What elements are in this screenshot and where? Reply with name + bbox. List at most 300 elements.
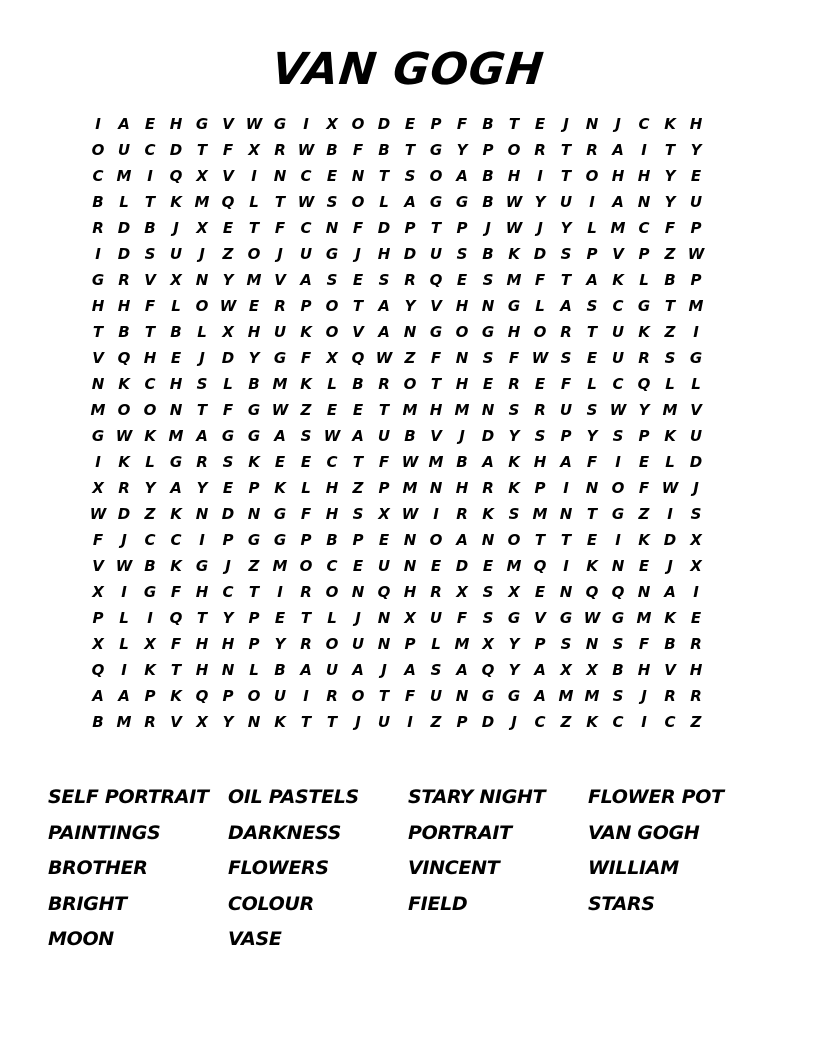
grid-letter: G [91,427,105,445]
grid-letter: X [456,583,468,601]
grid-letter: Y [274,635,286,653]
grid-letter: E [326,167,338,185]
word-list-item: BRIGHT [48,892,127,915]
grid-letter: I [251,167,257,185]
grid-letter: W [323,427,341,445]
grid-letter: R [274,297,286,315]
grid-letter: G [195,115,209,133]
grid-letter: D [455,557,469,575]
grid-letter: H [637,661,651,679]
grid-letter: I [563,479,569,497]
grid-letter: L [665,375,675,393]
grid-letter: H [611,167,625,185]
grid-row [85,215,735,241]
grid-letter: L [119,193,129,211]
grid-letter: T [352,297,364,315]
grid-letter: P [456,219,468,237]
grid-letter: R [690,687,702,705]
grid-letter: S [534,427,546,445]
word-list-item: FLOWERS [228,857,329,879]
grid-letter: H [689,115,703,133]
grid-letter: P [404,635,416,653]
grid-letter: P [534,479,546,497]
grid-letter: T [430,375,442,393]
grid-letter: W [401,505,419,523]
grid-letter: B [664,271,676,289]
grid-row [85,189,735,215]
grid-row [85,683,735,709]
grid-letter: E [534,375,546,393]
grid-row [85,111,735,137]
grid-letter: E [144,115,156,133]
grid-letter: W [297,193,315,211]
grid-letter: L [197,323,207,341]
grid-letter: P [534,635,546,653]
grid-letter: U [273,323,287,341]
grid-letter: N [585,115,599,133]
grid-letter: O [325,323,339,341]
grid-letter: G [273,505,287,523]
grid-letter: X [326,115,338,133]
grid-letter: E [534,583,546,601]
grid-letter: E [352,401,364,419]
grid-letter: Y [196,479,208,497]
grid-letter: A [534,687,546,705]
grid-letter: U [429,245,443,263]
word-list-item: SELF PORTRAIT [48,786,209,808]
grid-letter: L [665,453,675,471]
grid-letter: W [661,479,679,497]
grid-letter: S [222,453,234,471]
grid-row [85,449,735,475]
grid-letter: R [638,349,650,367]
grid-letter: U [117,141,131,159]
grid-letter: T [352,453,364,471]
grid-letter: E [274,609,286,627]
grid-letter: X [586,661,598,679]
grid-letter: S [508,401,520,419]
grid-letter: X [170,271,182,289]
grid-letter: K [664,427,676,445]
grid-letter: K [170,505,182,523]
grid-letter: V [92,557,104,575]
grid-letter: D [403,245,417,263]
grid-letter: H [325,479,339,497]
grid-letter: I [407,713,413,731]
grid-letter: R [274,141,286,159]
grid-letter: L [691,375,701,393]
grid-letter: S [482,609,494,627]
grid-letter: A [560,297,572,315]
grid-letter: P [248,479,260,497]
grid-letter: B [326,531,338,549]
grid-letter: A [92,687,104,705]
grid-letter: W [245,115,263,133]
grid-letter: Q [481,661,495,679]
grid-letter: O [325,297,339,315]
grid-letter: S [482,583,494,601]
grid-letter: Y [248,349,260,367]
grid-row [85,605,735,631]
grid-letter: M [402,479,418,497]
grid-letter: H [689,661,703,679]
grid-letter: N [559,583,573,601]
grid-letter: S [690,505,702,523]
grid-letter: M [246,271,262,289]
grid-letter: S [612,635,624,653]
grid-letter: J [459,427,465,445]
grid-letter: E [690,167,702,185]
grid-row [85,267,735,293]
grid-letter: M [584,687,600,705]
grid-letter: X [482,635,494,653]
grid-letter: C [326,453,338,471]
grid-letter: K [274,479,286,497]
grid-letter: A [534,661,546,679]
grid-letter: C [222,583,234,601]
grid-letter: H [91,297,105,315]
grid-letter: P [378,479,390,497]
grid-letter: R [586,141,598,159]
grid-letter: D [481,427,495,445]
grid-letter: A [664,583,676,601]
grid-letter: Z [560,713,572,731]
grid-letter: I [615,453,621,471]
grid-letter: C [144,141,156,159]
grid-letter: K [274,713,286,731]
grid-letter: U [559,401,573,419]
grid-letter: K [508,453,520,471]
grid-letter: P [248,609,260,627]
grid-letter: J [667,557,673,575]
grid-letter: H [507,323,521,341]
grid-letter: Y [508,635,520,653]
grid-letter: K [170,557,182,575]
grid-letter: E [170,349,182,367]
grid-letter: V [690,401,702,419]
grid-letter: B [378,141,390,159]
grid-letter: U [429,609,443,627]
grid-letter: K [300,323,312,341]
grid-letter: M [272,375,288,393]
grid-letter: E [586,349,598,367]
grid-letter: U [377,713,391,731]
grid-letter: Q [429,271,443,289]
grid-letter: T [586,505,598,523]
grid-letter: N [169,401,183,419]
grid-letter: X [690,531,702,549]
grid-letter: O [533,323,547,341]
grid-letter: N [377,635,391,653]
grid-letter: S [404,167,416,185]
grid-letter: T [92,323,104,341]
grid-letter: I [147,167,153,185]
grid-letter: G [273,349,287,367]
grid-letter: K [144,427,156,445]
grid-letter: N [221,661,235,679]
grid-letter: Y [222,271,234,289]
grid-letter: R [92,219,104,237]
grid-letter: F [300,505,312,523]
grid-letter: F [404,687,416,705]
grid-letter: I [563,557,569,575]
grid-row [85,657,735,683]
grid-letter: P [222,687,234,705]
grid-letter: X [196,219,208,237]
grid-letter: H [247,323,261,341]
grid-letter: O [351,115,365,133]
grid-letter: A [196,427,208,445]
grid-letter: G [247,427,261,445]
grid-letter: O [585,167,599,185]
grid-letter: D [377,115,391,133]
grid-letter: T [248,583,260,601]
grid-letter: Y [560,219,572,237]
grid-letter: X [222,323,234,341]
grid-letter: V [222,115,234,133]
grid-letter: V [274,271,286,289]
grid-letter: C [92,167,104,185]
grid-letter: S [482,349,494,367]
grid-letter: N [403,323,417,341]
grid-letter: P [144,687,156,705]
grid-letter: M [116,167,132,185]
grid-letter: P [92,609,104,627]
grid-letter: V [664,661,676,679]
grid-letter: S [560,635,572,653]
grid-letter: T [664,141,676,159]
grid-letter: K [586,557,598,575]
grid-letter: K [612,271,624,289]
grid-letter: W [401,453,419,471]
grid-letter: F [274,219,286,237]
grid-letter: L [249,661,259,679]
grid-letter: G [429,323,443,341]
grid-letter: B [326,141,338,159]
grid-letter: S [612,687,624,705]
grid-row [85,137,735,163]
grid-letter: W [115,427,133,445]
word-list-item: VINCENT [408,857,500,879]
grid-letter: J [199,245,205,263]
grid-letter: T [664,297,676,315]
grid-letter: P [638,427,650,445]
grid-letter: U [689,427,703,445]
grid-letter: N [247,505,261,523]
grid-letter: F [222,401,234,419]
grid-letter: T [196,401,208,419]
grid-letter: M [662,401,678,419]
grid-letter: O [247,687,261,705]
grid-letter: O [351,193,365,211]
grid-letter: I [693,583,699,601]
grid-letter: X [326,349,338,367]
grid-letter: M [116,713,132,731]
grid-letter: A [118,687,130,705]
letter-grid [85,111,735,735]
grid-letter: R [456,505,468,523]
grid-letter: A [404,193,416,211]
grid-letter: G [455,193,469,211]
grid-row [85,241,735,267]
grid-letter: W [297,141,315,159]
grid-letter: Q [91,661,105,679]
grid-row [85,397,735,423]
grid-letter: B [482,167,494,185]
grid-letter: I [667,505,673,523]
grid-letter: T [170,661,182,679]
grid-letter: H [221,635,235,653]
grid-letter: H [195,635,209,653]
grid-letter: W [115,557,133,575]
grid-letter: I [641,141,647,159]
grid-letter: S [378,271,390,289]
grid-letter: Z [222,245,234,263]
grid-letter: H [195,661,209,679]
grid-letter: T [534,531,546,549]
grid-letter: X [196,167,208,185]
grid-letter: C [612,713,624,731]
grid-letter: G [559,609,573,627]
grid-letter: H [169,375,183,393]
grid-letter: S [560,349,572,367]
grid-letter: K [118,375,130,393]
grid-letter: M [558,687,574,705]
puzzle-title: VAN GOGH [269,44,547,95]
grid-letter: L [431,635,441,653]
grid-letter: W [609,401,627,419]
grid-letter: W [89,505,107,523]
grid-letter: X [690,557,702,575]
grid-letter: P [430,115,442,133]
word-list-item: DARKNESS [228,821,342,844]
grid-letter: P [352,531,364,549]
grid-row [85,371,735,397]
grid-letter: R [326,687,338,705]
grid-letter: Z [638,505,650,523]
grid-letter: M [194,193,210,211]
grid-letter: R [404,271,416,289]
grid-letter: Q [585,583,599,601]
grid-letter: J [485,219,491,237]
grid-letter: F [534,271,546,289]
grid-letter: Q [611,583,625,601]
grid-row [85,501,735,527]
grid-letter: Q [169,167,183,185]
grid-letter: A [274,427,286,445]
grid-letter: I [121,583,127,601]
grid-letter: S [560,245,572,263]
grid-letter: L [587,375,597,393]
grid-letter: T [144,193,156,211]
grid-letter: G [429,141,443,159]
grid-letter: W [505,219,523,237]
grid-letter: N [429,479,443,497]
grid-letter: G [247,531,261,549]
grid-letter: S [326,193,338,211]
grid-letter: X [92,583,104,601]
grid-letter: G [195,557,209,575]
grid-letter: T [378,401,390,419]
grid-letter: N [195,505,209,523]
grid-letter: E [534,115,546,133]
grid-letter: A [118,115,130,133]
grid-letter: R [378,375,390,393]
grid-letter: X [248,141,260,159]
grid-letter: J [641,687,647,705]
grid-letter: A [300,661,312,679]
word-list-item: VASE [228,928,282,950]
grid-letter: X [378,505,390,523]
grid-letter: P [586,245,598,263]
grid-letter: K [638,531,650,549]
grid-letter: B [274,661,286,679]
grid-letter: F [222,141,234,159]
grid-letter: M [454,635,470,653]
grid-letter: U [611,349,625,367]
grid-letter: T [560,271,572,289]
grid-letter: V [170,713,182,731]
grid-letter: M [90,401,106,419]
grid-letter: B [404,427,416,445]
grid-letter: T [196,141,208,159]
grid-letter: S [196,375,208,393]
grid-row [85,423,735,449]
grid-letter: U [377,427,391,445]
grid-letter: H [325,505,339,523]
grid-letter: U [351,635,365,653]
grid-letter: J [199,349,205,367]
grid-letter: N [455,349,469,367]
grid-letter: U [299,245,313,263]
grid-letter: Y [638,401,650,419]
grid-letter: I [95,245,101,263]
grid-letter: K [144,661,156,679]
grid-letter: G [143,583,157,601]
grid-letter: V [430,297,442,315]
grid-letter: D [221,349,235,367]
grid-letter: P [456,713,468,731]
grid-letter: F [638,635,650,653]
grid-letter: M [532,505,548,523]
grid-letter: T [378,167,390,185]
grid-letter: J [173,219,179,237]
grid-letter: N [611,557,625,575]
grid-letter: I [147,609,153,627]
grid-letter: R [300,583,312,601]
word-list-item: PAINTINGS [48,821,161,844]
grid-row [85,293,735,319]
grid-letter: F [378,453,390,471]
grid-letter: Y [456,141,468,159]
grid-letter: A [170,479,182,497]
grid-letter: R [144,713,156,731]
grid-letter: D [663,531,677,549]
grid-letter: I [615,531,621,549]
grid-row [85,163,735,189]
grid-letter: Q [169,609,183,627]
grid-letter: I [277,583,283,601]
grid-letter: R [534,141,546,159]
grid-letter: L [301,479,311,497]
grid-letter: V [534,609,546,627]
grid-letter: F [508,349,520,367]
grid-letter: T [508,115,520,133]
grid-letter: I [95,453,101,471]
grid-letter: I [199,531,205,549]
grid-letter: E [352,557,364,575]
grid-row [85,345,735,371]
